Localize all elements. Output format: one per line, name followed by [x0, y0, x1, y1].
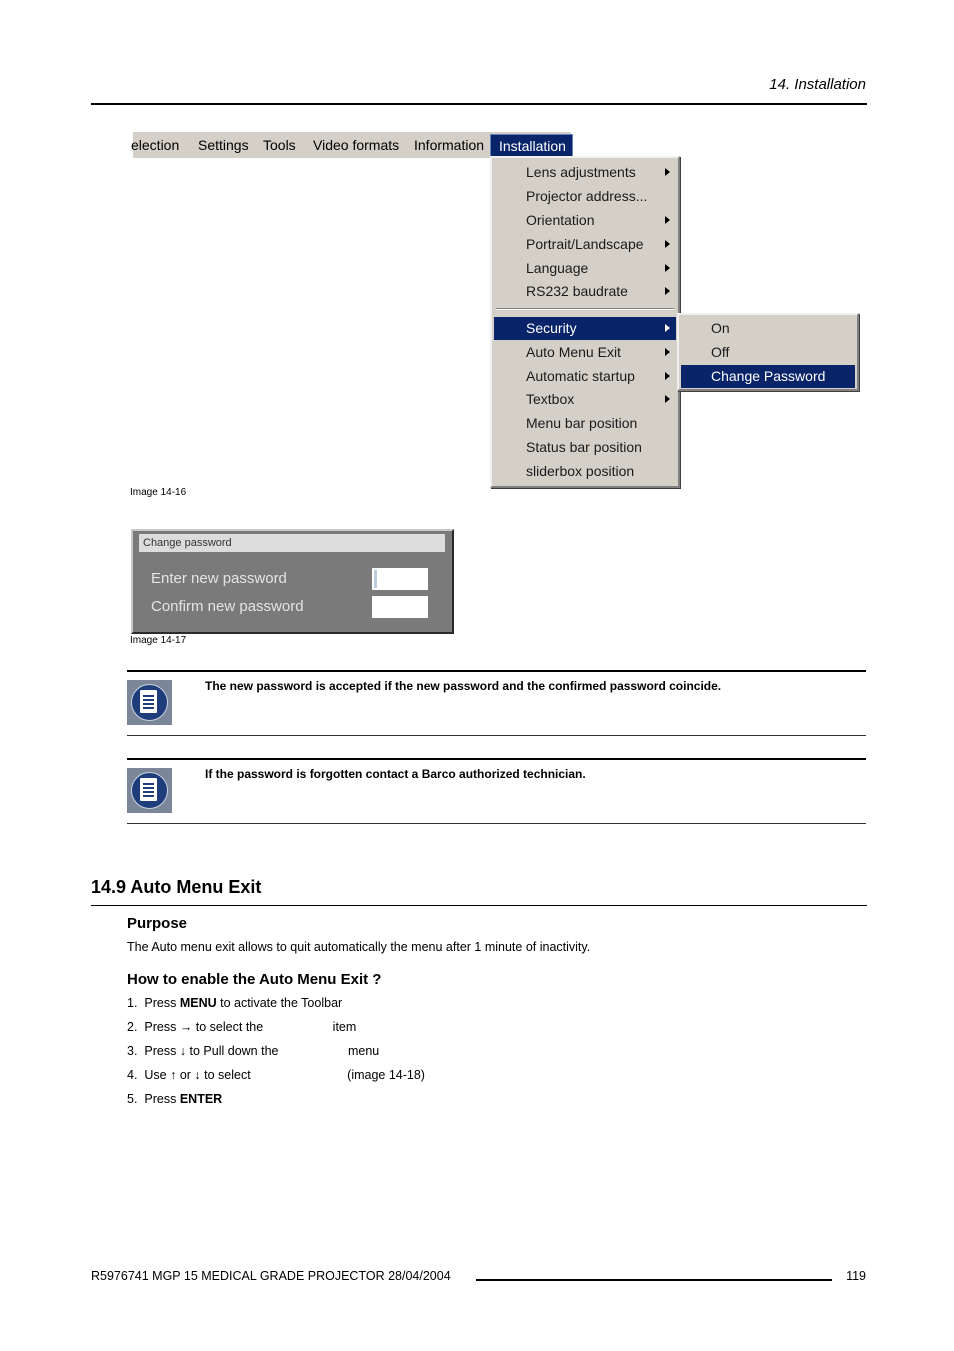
menubar-item-installation[interactable]: Installation — [490, 134, 573, 158]
step-number: 5. — [127, 1092, 138, 1106]
step-text: Press → to select the — [144, 1020, 267, 1034]
step-number: 2. — [127, 1020, 138, 1034]
step-number: 1. — [127, 996, 138, 1010]
step-1 — [127, 996, 342, 1010]
menu-item-security[interactable] — [494, 317, 676, 340]
menu-screenshot — [133, 132, 858, 488]
step-text: (image 14-18) — [347, 1068, 425, 1082]
submenu-arrow-icon — [665, 264, 670, 272]
menu-item-auto-menu-exit[interactable] — [494, 341, 676, 364]
submenu-arrow-icon — [665, 324, 670, 332]
image-caption-14-16: Image 14-16 — [130, 487, 187, 498]
change-password-dialog — [131, 529, 454, 634]
step-text: to activate the Toolbar — [216, 996, 343, 1010]
menu-bar — [133, 132, 571, 158]
dialog-title: Change password — [139, 534, 445, 552]
note-text: If the password is forgotten contact a Barco authorized technician. — [205, 767, 586, 781]
menubar-item-tools[interactable]: Tools — [263, 137, 296, 153]
menu-item-label: Language — [526, 260, 589, 276]
menubar-item-settings[interactable]: Settings — [198, 137, 249, 153]
menu-item-status-bar-position[interactable] — [494, 436, 676, 459]
submenu-arrow-icon — [665, 240, 670, 248]
menu-item-label: Textbox — [526, 391, 575, 407]
menu-item-label: Orientation — [526, 212, 595, 228]
menubar-item-information[interactable]: Information — [414, 137, 485, 153]
section-rule — [91, 905, 867, 906]
menu-item-orientation[interactable] — [494, 209, 676, 232]
enter-new-password-label: Enter new password — [151, 570, 287, 587]
menu-item-sliderbox-position[interactable] — [494, 460, 676, 483]
menu-item-label: Status bar position — [526, 439, 642, 455]
menu-item-label: Projector address... — [526, 188, 648, 204]
menu-item-rs232-baudrate[interactable] — [494, 280, 676, 303]
menu-item-label: sliderbox position — [526, 463, 635, 479]
menu-item-portrait-landscape[interactable] — [494, 233, 676, 256]
note-bottom-rule — [127, 823, 866, 824]
purpose-heading: Purpose — [127, 915, 188, 932]
page-number: 119 — [846, 1269, 866, 1283]
submenu-arrow-icon — [665, 216, 670, 224]
chapter-heading: 14. Installation — [769, 76, 866, 93]
footer-document-info: R5976741 MGP 15 MEDICAL GRADE PROJECTOR 28/04/2004 — [91, 1269, 451, 1283]
submenu-arrow-icon — [665, 372, 670, 380]
menu-item-lens-adjustments[interactable] — [494, 161, 676, 184]
step-text: menu — [347, 1044, 380, 1058]
step-keyword: ENTER — [179, 1092, 223, 1106]
menu-item-label: Security — [526, 320, 577, 336]
step-4 — [127, 1068, 425, 1082]
note-top-rule — [127, 670, 866, 672]
step-text: Press ↓ to Pull down the — [144, 1044, 282, 1058]
submenu-item-on[interactable] — [681, 317, 855, 340]
security-submenu — [677, 313, 859, 391]
submenu-item-label: Change Password — [711, 368, 826, 384]
confirm-new-password-label: Confirm new password — [151, 598, 304, 615]
menu-item-label: Automatic startup — [526, 368, 635, 384]
purpose-text: The Auto menu exit allows to quit automatically the menu after 1 minute of inactivity. — [127, 940, 591, 954]
step-number: 4. — [127, 1068, 138, 1082]
menu-item-label: Auto Menu Exit — [526, 344, 621, 360]
submenu-arrow-icon — [665, 348, 670, 356]
step-text: Use ↑ or ↓ to select — [144, 1068, 255, 1082]
submenu-item-change-password[interactable] — [681, 365, 855, 388]
section-title: 14.9 Auto Menu Exit — [91, 877, 262, 897]
step-text: Press — [144, 996, 180, 1010]
step-5 — [127, 1092, 222, 1106]
submenu-item-off[interactable] — [681, 341, 855, 364]
confirm-password-input[interactable] — [372, 596, 428, 618]
step-text: item — [332, 1020, 357, 1034]
menu-item-label: RS232 baudrate — [526, 283, 628, 299]
step-3 — [127, 1044, 379, 1058]
menu-item-label: Portrait/Landscape — [526, 236, 644, 252]
menu-item-textbox[interactable] — [494, 388, 676, 411]
note-icon — [127, 680, 172, 725]
note-text: The new password is accepted if the new password and the confirmed password coincide. — [205, 679, 722, 693]
header-rule — [91, 103, 867, 105]
submenu-arrow-icon — [665, 168, 670, 176]
installation-menu — [490, 156, 680, 488]
image-caption-14-17: Image 14-17 — [130, 635, 187, 646]
text-cursor — [374, 570, 377, 588]
menubar-item-video-formats[interactable]: Video formats — [313, 137, 400, 153]
submenu-item-label: On — [711, 320, 730, 336]
menu-item-language[interactable] — [494, 257, 676, 280]
submenu-arrow-icon — [665, 395, 670, 403]
menu-item-label: Lens adjustments — [526, 164, 636, 180]
menu-item-menu-bar-position[interactable] — [494, 412, 676, 435]
step-keyword: MENU — [179, 996, 217, 1010]
menu-item-projector-address[interactable] — [494, 185, 676, 208]
howto-heading: How to enable the Auto Menu Exit ? — [127, 971, 382, 988]
new-password-input[interactable] — [372, 568, 428, 590]
submenu-arrow-icon — [665, 287, 670, 295]
note-top-rule — [127, 758, 866, 760]
menubar-item-selection[interactable]: election — [131, 137, 180, 153]
menu-item-label: Menu bar position — [526, 415, 638, 431]
menu-separator — [496, 308, 674, 310]
step-number: 3. — [127, 1044, 138, 1058]
step-2 — [127, 1020, 356, 1034]
step-text: Press — [144, 1092, 180, 1106]
note-icon — [127, 768, 172, 813]
footer-rule — [476, 1279, 832, 1281]
submenu-item-label: Off — [711, 344, 730, 360]
menu-item-automatic-startup[interactable] — [494, 365, 676, 388]
note-bottom-rule — [127, 735, 866, 736]
